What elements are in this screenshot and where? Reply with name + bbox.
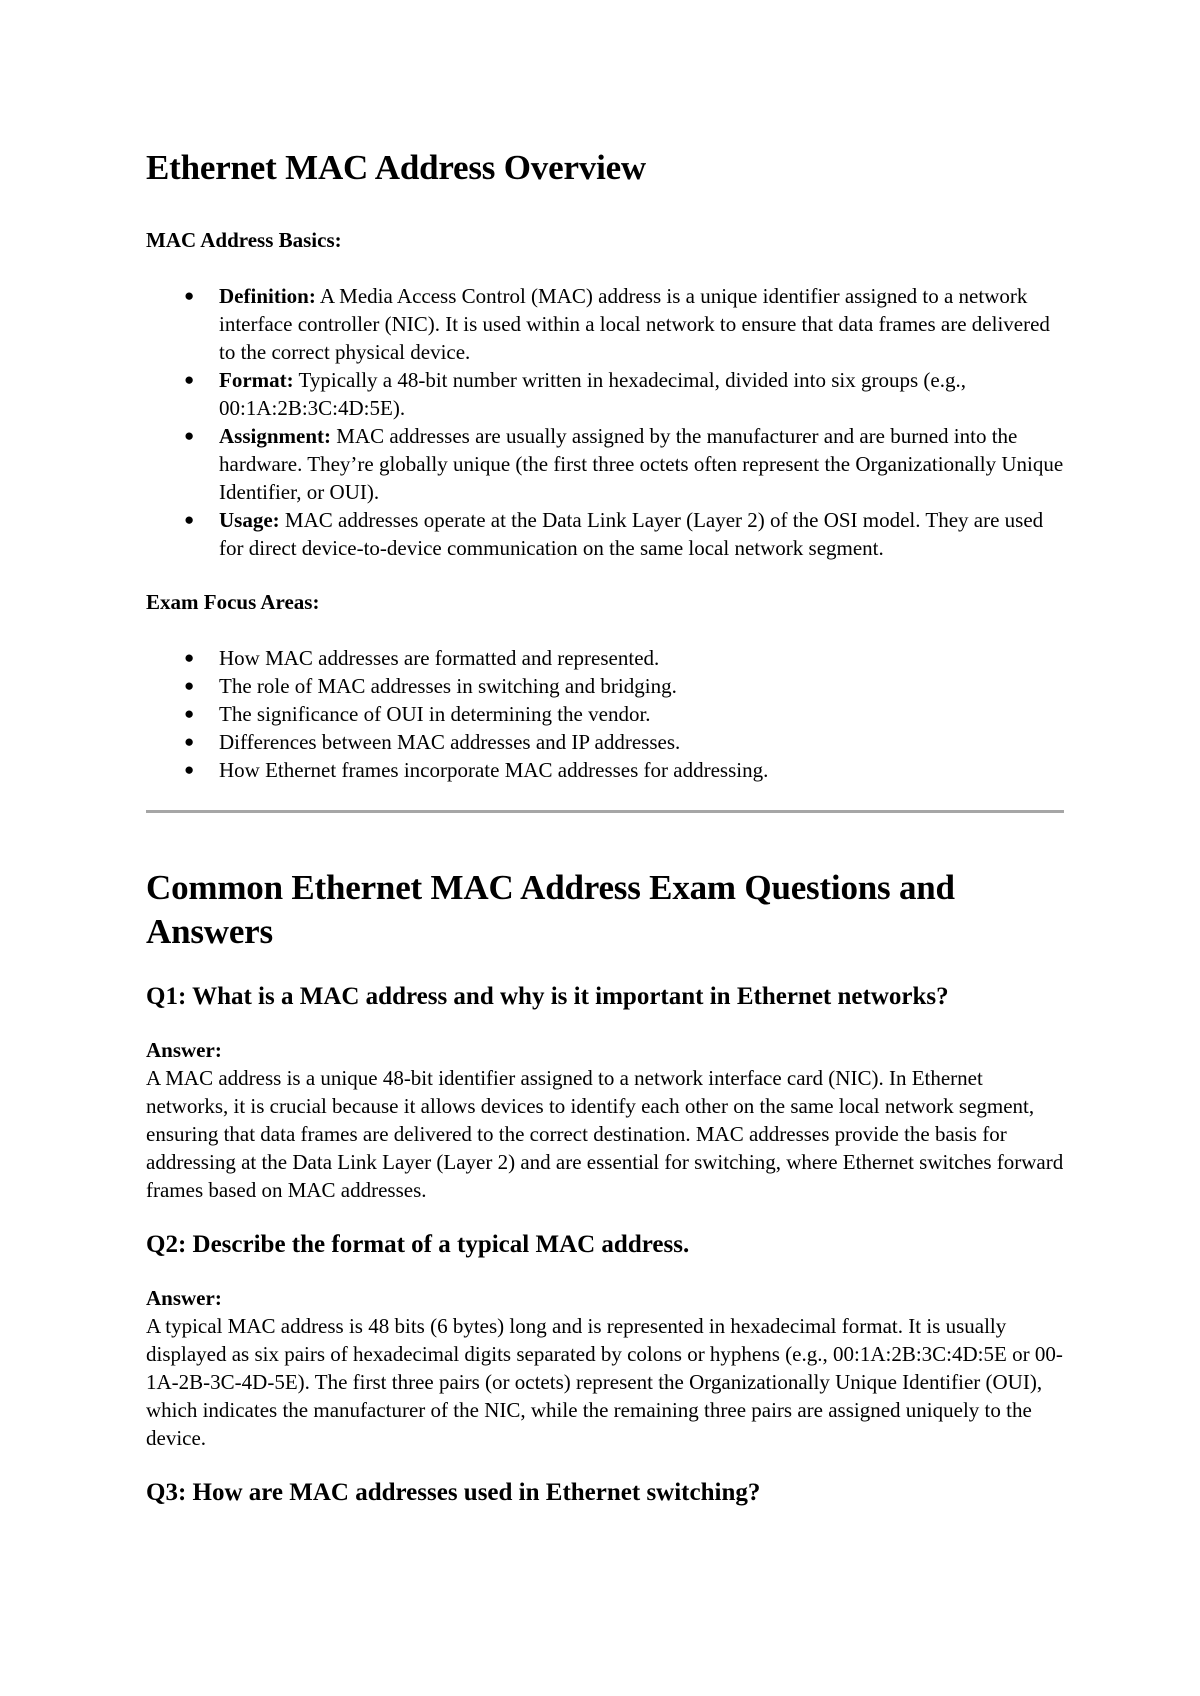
bullet-icon: ● [184, 426, 195, 445]
list-term: Definition: [219, 284, 316, 308]
exam-focus-list [146, 644, 1066, 784]
list-term: Assignment: [219, 424, 332, 448]
answer-text: A typical MAC address is 48 bits (6 bytes) long and is represented in hexadecimal format. It is usually displayed as six pairs of hexadecimal digits separated by colons or hyphens (e.g., 00:1A:2B:3C:4D:5E or 00-1A-2B-3C-4D-5E). The first three pairs (or octets) represent the Organizationally Unique Identifier (OUI), which indicates the manufacturer of the NIC, while the remaining three pairs are assigned uniquely to the device. [146, 1314, 1063, 1450]
questions-title-line2: Answers [146, 912, 273, 951]
list-item [146, 700, 1066, 728]
basics-heading: MAC Address Basics: [146, 228, 342, 252]
document-page [146, 0, 1066, 1510]
list-item [146, 644, 1066, 672]
section-divider [146, 810, 1064, 813]
bullet-icon: ● [184, 704, 195, 723]
list-text: Typically a 48-bit number written in hexadecimal, divided into six groups (e.g., 00:1A:2B:3C:4D:5E). [219, 368, 966, 420]
list-term: Usage: [219, 508, 280, 532]
question-heading: Q3: How are MAC addresses used in Ethernet switching? [146, 1479, 761, 1506]
list-item [146, 282, 1066, 366]
bullet-icon: ● [184, 648, 195, 667]
list-text: How MAC addresses are formatted and represented. [219, 646, 660, 670]
list-term: Format: [219, 368, 294, 392]
answer-label: Answer: [146, 1038, 222, 1062]
basics-list [146, 282, 1066, 562]
question-heading: Q2: Describe the format of a typical MAC address. [146, 1231, 690, 1258]
list-text: Differences between MAC addresses and IP addresses. [219, 730, 681, 754]
exam-focus-heading: Exam Focus Areas: [146, 590, 320, 614]
list-item [146, 756, 1066, 784]
list-item [146, 506, 1066, 562]
list-text: The significance of OUI in determining the vendor. [219, 702, 651, 726]
bullet-icon: ● [184, 370, 195, 389]
question-heading: Q1: What is a MAC address and why is it important in Ethernet networks? [146, 983, 949, 1010]
list-item [146, 728, 1066, 756]
bullet-icon: ● [184, 760, 195, 779]
list-item [146, 422, 1066, 506]
questions-title-line1: Common Ethernet MAC Address Exam Questions and [146, 868, 955, 907]
bullet-icon: ● [184, 732, 195, 751]
questions-title [146, 866, 1066, 954]
bullet-icon: ● [184, 286, 195, 305]
list-text: The role of MAC addresses in switching and bridging. [219, 674, 677, 698]
list-text: A Media Access Control (MAC) address is a unique identifier assigned to a network interface controller (NIC). It is used within a local network to ensure that data frames are delivered to the correct physical device. [219, 284, 1050, 364]
answer-text: A MAC address is a unique 48-bit identifier assigned to a network interface card (NIC). In Ethernet networks, it is crucial because it allows devices to identify each other on the same local network segment, ensuring that data frames are delivered to the correct destination. MAC addresses provide the basis for addressing at the Data Link Layer (Layer 2) and are essential for switching, where Ethernet switches forward frames based on MAC addresses. [146, 1066, 1064, 1202]
overview-title: Ethernet MAC Address Overview [146, 148, 647, 187]
bullet-icon: ● [184, 510, 195, 529]
list-item [146, 366, 1066, 422]
list-item [146, 672, 1066, 700]
list-text: MAC addresses operate at the Data Link Layer (Layer 2) of the OSI model. They are used for direct device-to-device communication on the same local network segment. [219, 508, 1044, 560]
list-text: How Ethernet frames incorporate MAC addresses for addressing. [219, 758, 769, 782]
bullet-icon: ● [184, 676, 195, 695]
answer-label: Answer: [146, 1286, 222, 1310]
list-text: MAC addresses are usually assigned by the manufacturer and are burned into the hardware. They’re globally unique (the first three octets often represent the Organizationally Unique Identifier, or OUI). [219, 424, 1064, 504]
